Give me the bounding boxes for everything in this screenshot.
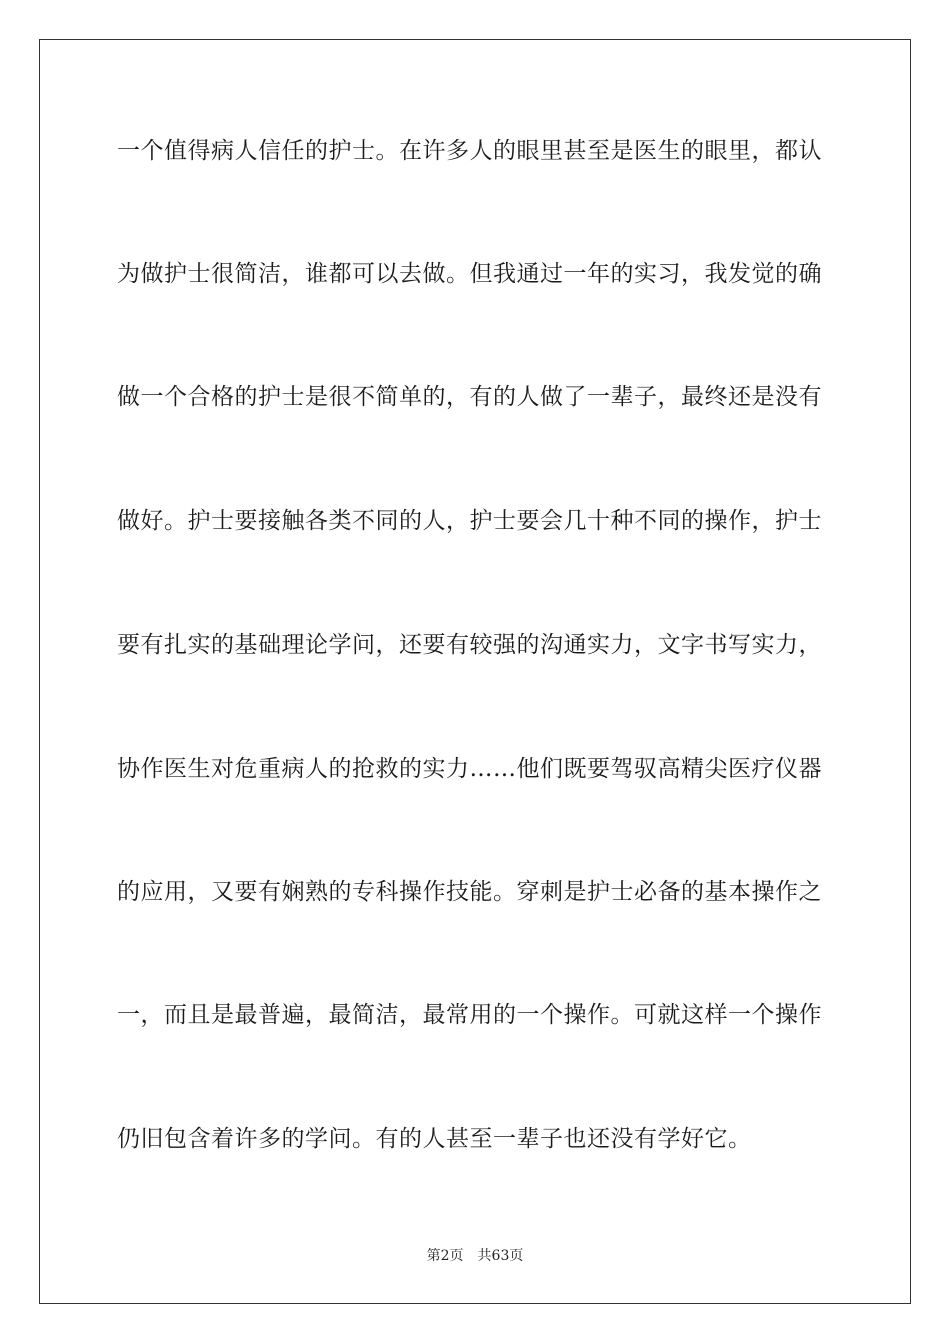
text-line: 协作医生对危重病人的抢救的实力……他们既要驾驭高精尖医疗仪器 [117,756,822,782]
page-border [39,39,911,1304]
text-line: 一，而且是最普遍，最简洁，最常用的一个操作。可就这样一个操作 [117,1002,822,1028]
total-pages-label: 共63页 [477,1248,524,1264]
text-line: 做好。护士要接触各类不同的人，护士要会几十种不同的操作，护士 [117,508,822,534]
text-line: 一个值得病人信任的护士。在许多人的眼里甚至是医生的眼里，都认 [117,138,822,164]
page-footer [0,1247,950,1265]
text-line: 要有扎实的基础理论学问，还要有较强的沟通实力，文字书写实力， [117,632,822,658]
text-line: 做一个合格的护士是很不简单的，有的人做了一辈子，最终还是没有 [117,384,822,410]
text-line: 仍旧包含着许多的学问。有的人甚至一辈子也还没有学好它。 [117,1126,752,1152]
current-page-label: 第2页 [426,1248,464,1264]
text-line: 为做护士很简洁，谁都可以去做。但我通过一年的实习，我发觉的确 [117,261,822,287]
text-line: 的应用，又要有娴熟的专科操作技能。穿刺是护士必备的基本操作之 [117,879,822,905]
